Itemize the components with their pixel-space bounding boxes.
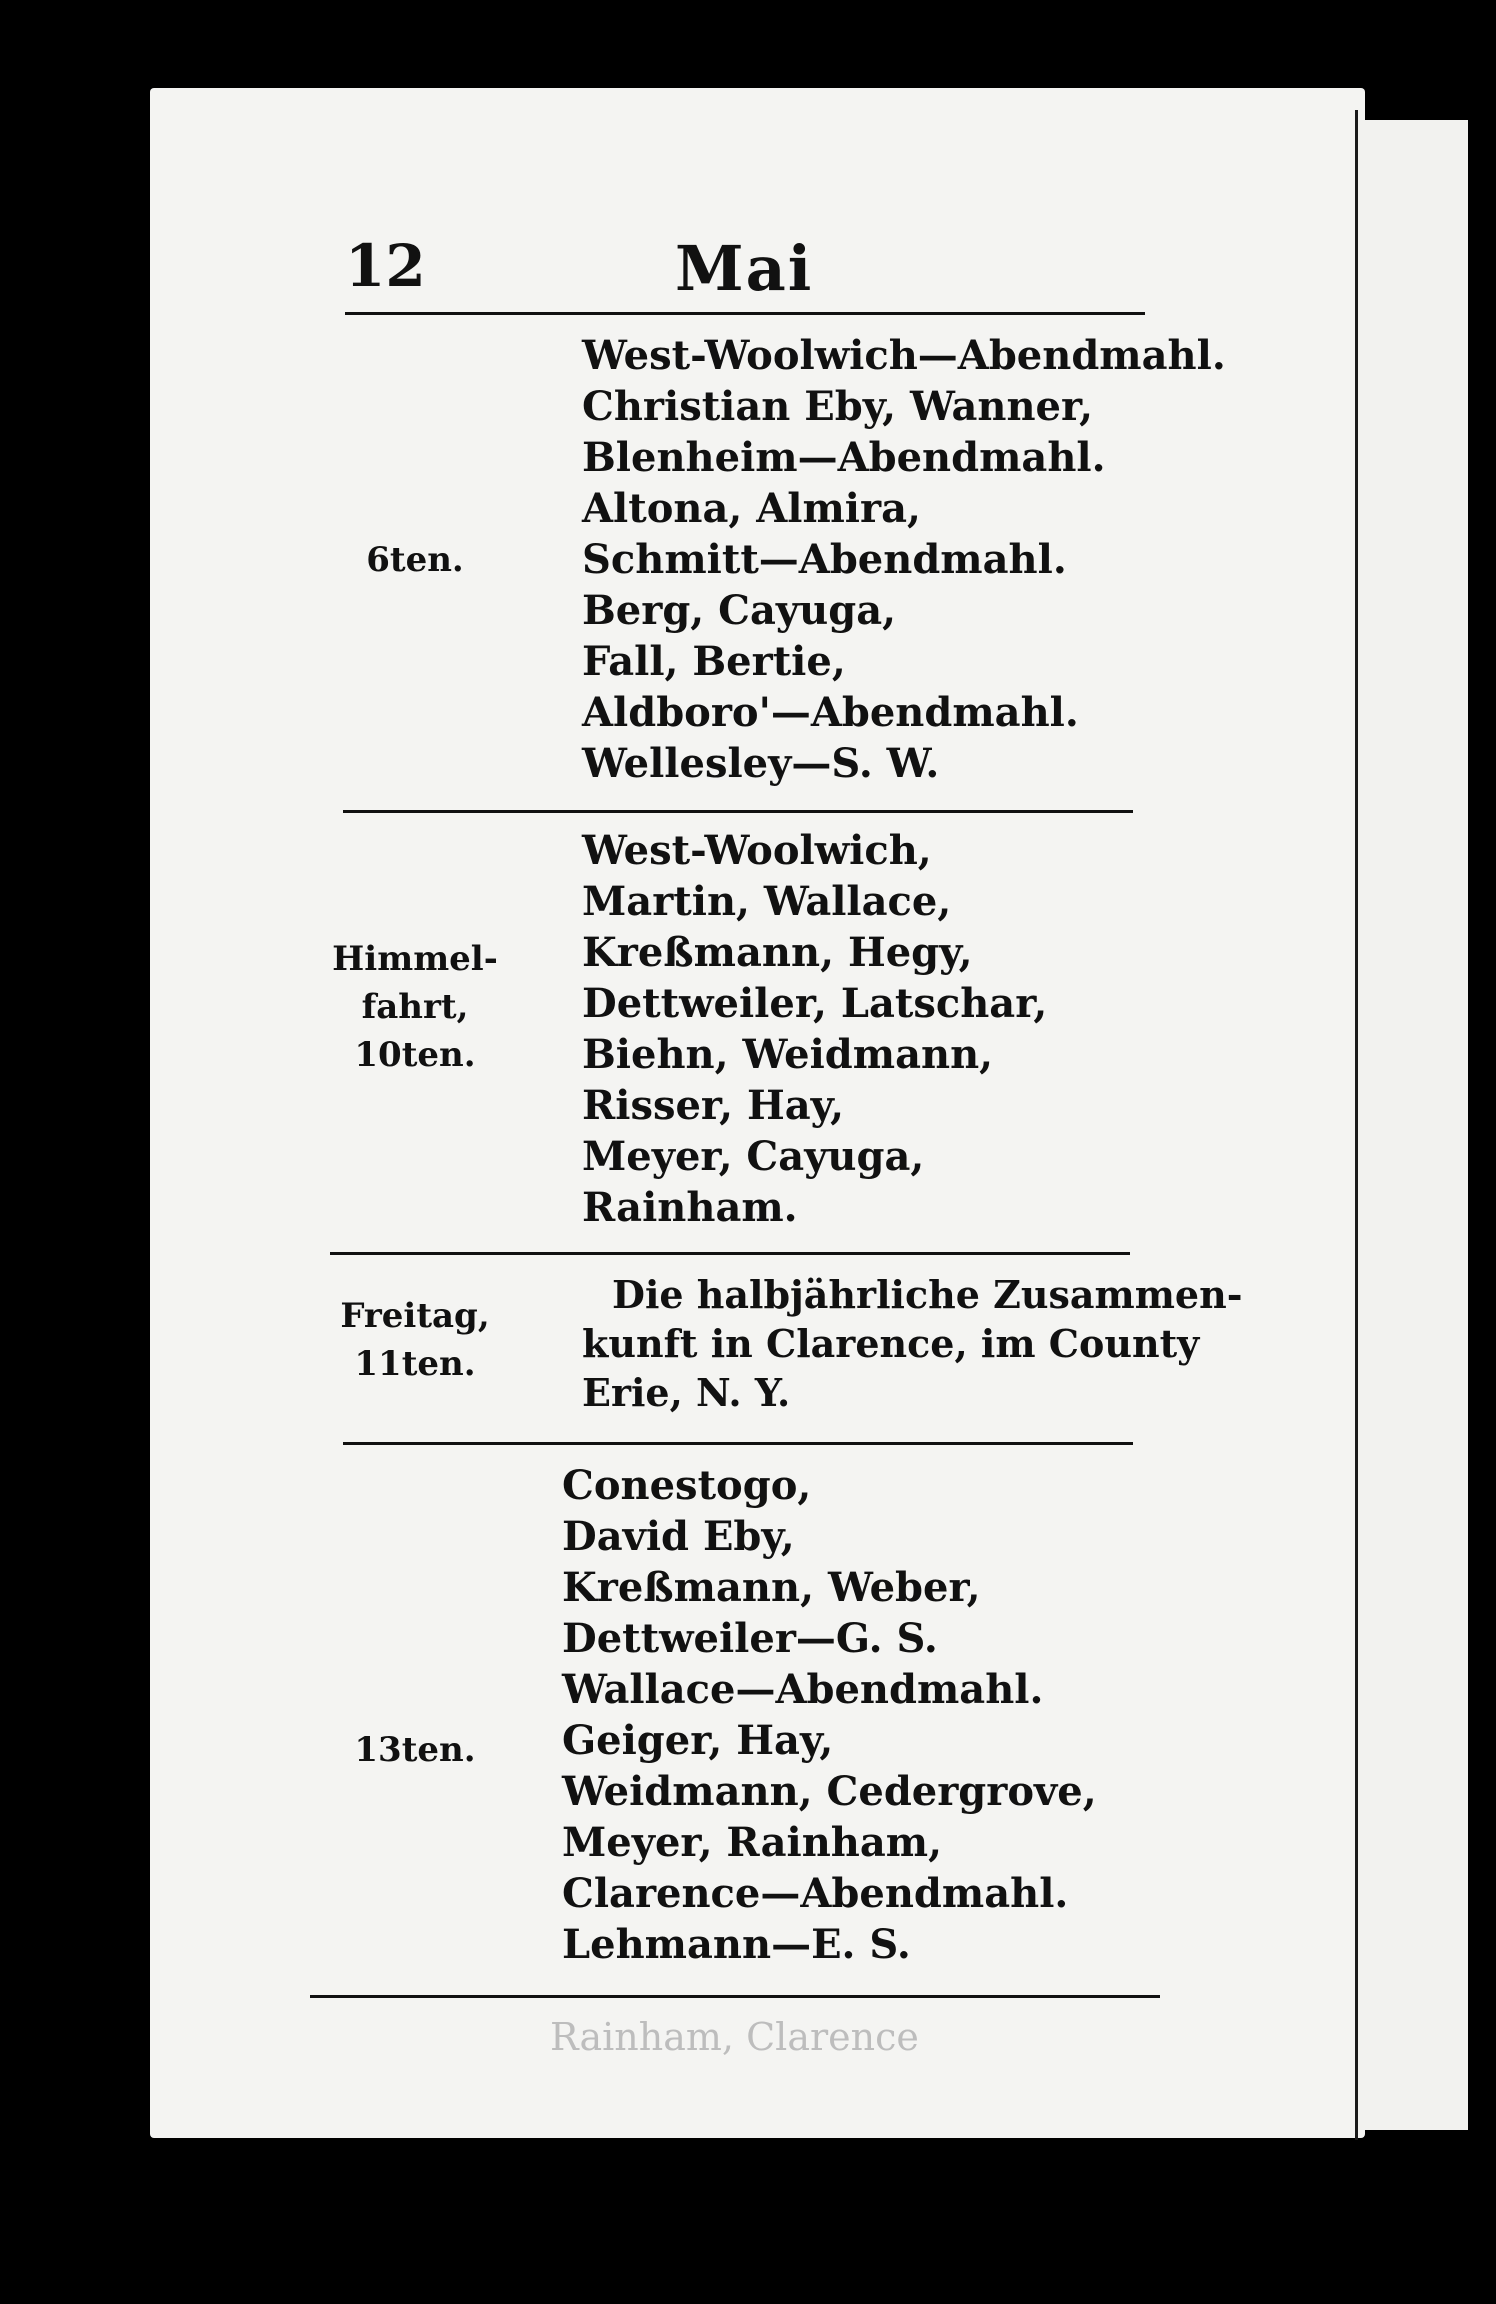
entry-line: Conestogo,: [562, 1462, 812, 1509]
entry-line: Christian Eby, Wanner,: [582, 383, 1094, 430]
entry-lines: [582, 330, 1226, 789]
schedule-entry: [300, 1270, 1243, 1440]
day-label: [300, 535, 530, 586]
entry-divider: [330, 1252, 1130, 1255]
entry-line: Schmitt—Abendmahl.: [582, 536, 1067, 583]
page-title: Mai: [675, 232, 814, 305]
page-gutter: [1355, 110, 1358, 2140]
day-label: [300, 1725, 530, 1776]
facing-page-edge: [1358, 120, 1468, 2130]
day-label-line: Himmel-: [332, 939, 498, 979]
entry-line: Martin, Wallace,: [582, 878, 952, 925]
day-label-line: fahrt,: [361, 987, 469, 1027]
day-label-line: Freitag,: [340, 1296, 490, 1336]
entry-line: West-Woolwich—Abendmahl.: [582, 332, 1226, 379]
entry-line: David Eby,: [562, 1513, 795, 1560]
entry-line: Fall, Bertie,: [582, 638, 846, 685]
entry-line: Dettweiler, Latschar,: [582, 980, 1048, 1027]
entry-line: Kreßmann, Hegy,: [582, 929, 973, 976]
entry-line: Dettweiler—G. S.: [562, 1615, 938, 1662]
entry-line: Rainham.: [582, 1184, 798, 1231]
entry-line: Biehn, Weidmann,: [582, 1031, 994, 1078]
bottom-rule: [310, 1995, 1160, 1998]
entry-line: Wallace—Abendmahl.: [562, 1666, 1044, 1713]
entry-line: Kreßmann, Weber,: [562, 1564, 981, 1611]
day-label-line: 6ten.: [366, 540, 464, 580]
entry-line: Die halbjährliche Zusammen-: [612, 1272, 1243, 1317]
bleed-through-text: Rainham, Clarence: [550, 2015, 919, 2059]
day-label-line: 13ten.: [354, 1730, 476, 1770]
day-label-line: 10ten.: [354, 1035, 476, 1075]
schedule-entry: [300, 1460, 1180, 1990]
page-number: 12: [345, 232, 426, 300]
day-label: [300, 935, 530, 1079]
entry-line: Aldboro'—Abendmahl.: [582, 689, 1079, 736]
schedule-entry: [300, 330, 1226, 790]
entry-line: Wellesley—S. W.: [582, 740, 940, 787]
entry-line: West-Woolwich,: [582, 827, 932, 874]
schedule-entry: [300, 825, 1180, 1245]
entry-line: Berg, Cayuga,: [582, 587, 897, 634]
entry-line: Clarence—Abendmahl.: [562, 1870, 1069, 1917]
day-label: [300, 1292, 530, 1388]
entry-lines: [582, 1270, 1243, 1417]
entry-line: Lehmann—E. S.: [562, 1921, 911, 1968]
entry-divider: [343, 1442, 1133, 1445]
entry-line: kunft in Clarence, im County: [582, 1321, 1200, 1366]
entry-line: Altona, Almira,: [582, 485, 921, 532]
page-header: [195, 232, 1145, 312]
day-label-line: 11ten.: [354, 1344, 476, 1384]
entry-line: Blenheim—Abendmahl.: [582, 434, 1106, 481]
entry-line: Meyer, Rainham,: [562, 1819, 943, 1866]
entry-lines: [582, 825, 1182, 1233]
entry-divider: [343, 810, 1133, 813]
entry-line: Geiger, Hay,: [562, 1717, 834, 1764]
entry-line: Meyer, Cayuga,: [582, 1133, 925, 1180]
entry-line: Risser, Hay,: [582, 1082, 844, 1129]
entry-line: Weidmann, Cedergrove,: [562, 1768, 1097, 1815]
header-rule: [345, 312, 1145, 315]
entry-line: Erie, N. Y.: [582, 1370, 791, 1415]
entry-lines: [562, 1460, 1162, 1970]
